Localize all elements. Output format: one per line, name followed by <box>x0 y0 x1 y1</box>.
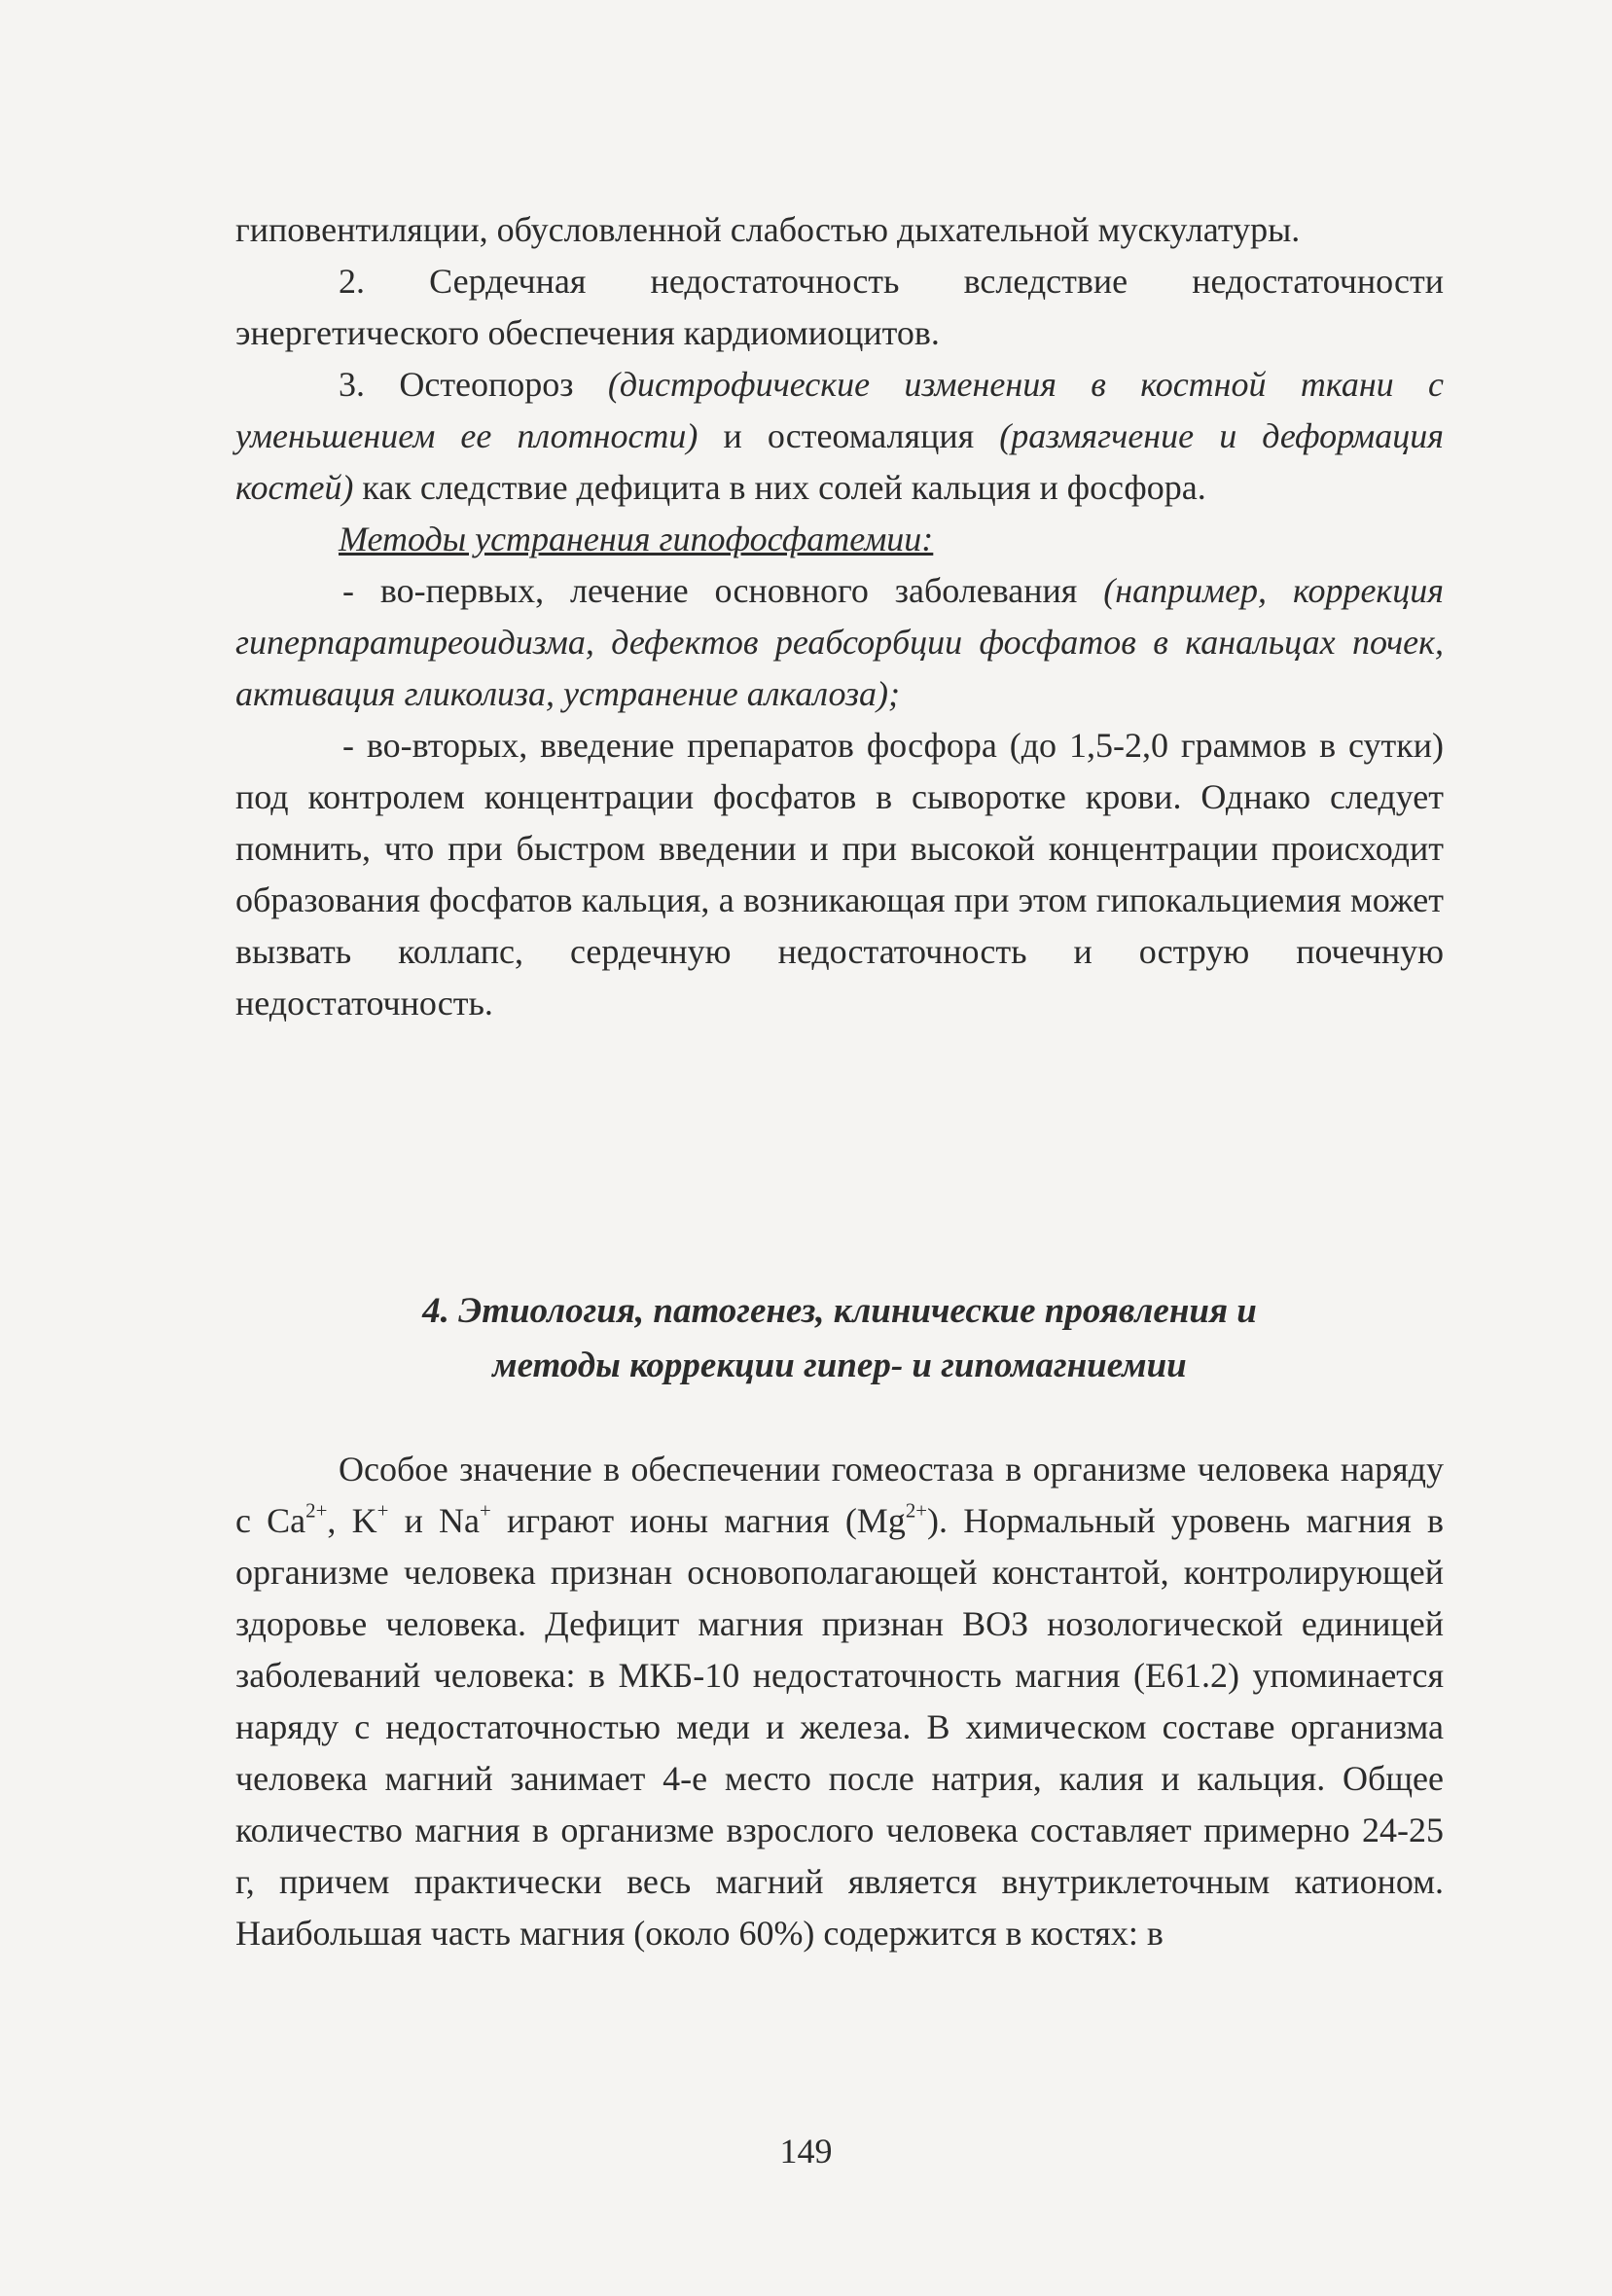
magnesium-intro-na: и Na <box>388 1501 481 1540</box>
osteomalacia-definition: (размягчение и деформация костей) <box>235 416 1445 507</box>
methods-subheading-text: Методы устранения гипофосфатемии: <box>339 520 934 558</box>
method-first-examples: (например, коррекция гиперпаратиреоидизма, дефектов реабсорбции фосфатов в канальцах почек, активация гликолиза, устранение алкалоза); <box>235 571 1444 713</box>
paragraph-osteoporosis <box>235 359 1444 514</box>
osteoporosis-conclusion: как следствие дефицита в них солей кальция и фосфора. <box>353 468 1206 507</box>
calcium-charge: 2+ <box>305 1498 328 1523</box>
section-heading-line-2: методы коррекции гипер- и гипомагниемии <box>492 1345 1187 1385</box>
potassium-charge: + <box>376 1498 389 1523</box>
paragraph-heart-failure: 2. Сердечная недостаточность вследствие недостаточности энергетического обеспечения кардиомиоцитов. <box>235 262 1444 352</box>
magnesium-intro-k: , K <box>327 1501 377 1540</box>
method-first-text: - во-первых, лечение основного заболевания <box>342 571 1104 610</box>
sodium-charge: + <box>480 1498 491 1523</box>
method-second: - во-вторых, введение препаратов фосфора (до 1,5-2,0 граммов в сутки) под контролем концентрации фосфатов в сыворотке крови. Однако следует помнить, что при быстром введении и при высокой концентрации происходит образования фосфатов кальция, а возникающая при этом гипокальциемия может вызвать коллапс, сердечную недостаточность и острую почечную недостаточность. <box>235 726 1444 1022</box>
section-heading-line-1: 4. Этиология, патогенез, клинические проявления и <box>422 1291 1257 1331</box>
osteoporosis-text: 3. Остеопороз <box>339 365 608 404</box>
section-heading <box>235 1284 1444 1393</box>
magnesium-intro-end: ). <box>927 1501 949 1540</box>
magnesium-body: Нормальный уровень магния в организме человека признан основополагающей константой, контролирующей здоровье человека. Дефицит магния признан ВОЗ нозологической единицей заболеваний человека: в МКБ-10 недостаточность магния (E61.2) упоминается наряду с недостаточностью меди и железа. В химическом составе организма человека магний занимает 4-е место после натрия, калия и кальция. Общее количество магния в организме взрослого человека составляет примерно 24-25 г, причем практически весь магний является внутриклеточным катионом. Наибольшая часть магния (около 60%) содержится в костях: в <box>235 1501 1445 1953</box>
page-number: 149 <box>779 2132 833 2170</box>
paragraph-magnesium <box>235 1444 1444 1959</box>
magnesium-charge: 2+ <box>905 1498 928 1523</box>
magnesium-intro-mg: играют ионы магния (Mg <box>490 1501 906 1540</box>
magnesium-intro: Особое значение в обеспечении гомеостаза в организме человека наряду с Ca <box>235 1450 1444 1540</box>
magnesium-text-block <box>235 1444 1444 1959</box>
osteoporosis-definition: (дистрофические изменения в костной ткани с уменьшением ее плотности) <box>235 365 1444 455</box>
methods-subheading <box>235 514 1444 565</box>
top-text-block <box>235 204 1444 1029</box>
method-first <box>235 565 1444 720</box>
osteomalacia-text: и остеомаляция <box>698 416 1000 455</box>
paragraph-hypoventilation: гиповентиляции, обусловленной слабостью дыхательной мускулатуры. <box>235 210 1301 249</box>
